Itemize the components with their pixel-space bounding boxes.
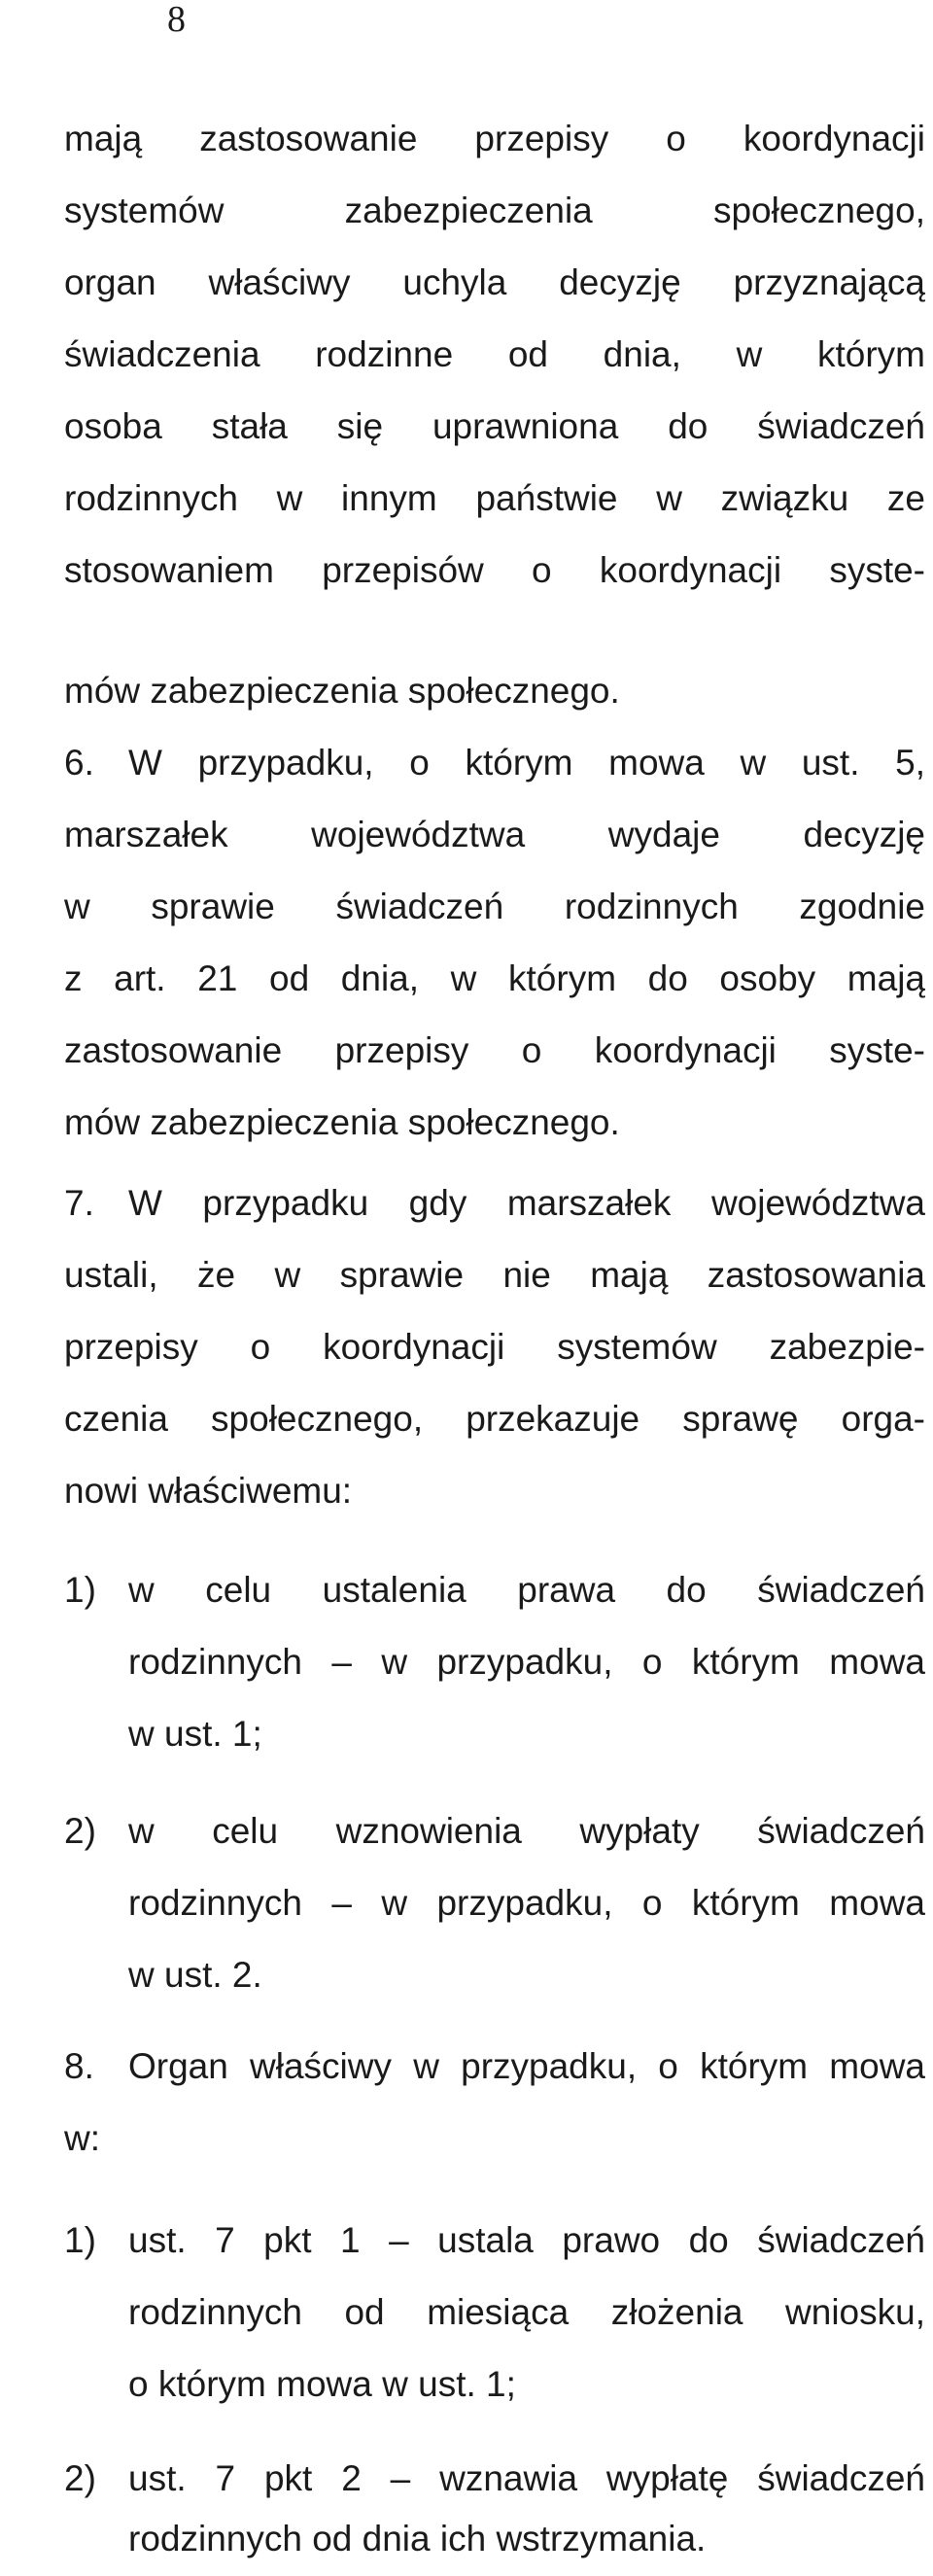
para6-line: w sprawie świadczeń rodzinnych zgodnie [64, 887, 925, 926]
para8-item1-line: ust. 7 pkt 1 – ustala prawo do świadczeń [128, 2220, 925, 2260]
para6-first-line: W przypadku, o którym mowa w ust. 5, [128, 743, 925, 783]
para5-line: rodzinnych w innym państwie w związku ze [64, 478, 925, 518]
para7-item1-line: w celu ustalenia prawa do świadczeń [128, 1570, 925, 1610]
para6-line: z art. 21 od dnia, w którym do osoby mają [64, 958, 925, 998]
para7-item2-line-last: w ust. 2. [128, 1955, 262, 1995]
para8-first-line: Organ właściwy w przypadku, o którym mowa [128, 2046, 925, 2086]
para7-item1-number: 1) [64, 1570, 96, 1610]
para5-line: systemów zabezpieczenia społecznego, [64, 191, 925, 230]
para7-item2-line: rodzinnych – w przypadku, o którym mowa [128, 1883, 925, 1923]
para8-item2-line-last: rodzinnych od dnia ich wstrzymania. [128, 2519, 707, 2559]
para8-item2-line: ust. 7 pkt 2 – wznawia wypłatę świadczeń [128, 2458, 925, 2498]
para8-item2-number: 2) [64, 2458, 96, 2498]
para7-item1-line: rodzinnych – w przypadku, o którym mowa [128, 1642, 925, 1682]
para8-number: 8. [64, 2046, 94, 2086]
para7-item1-line-last: w ust. 1; [128, 1714, 262, 1754]
para6-line: zastosowanie przepisy o koordynacji syste- [64, 1030, 925, 1070]
para5-line: mają zastosowanie przepisy o koordynacji [64, 119, 925, 158]
para7-line-last: nowi właściwemu: [64, 1471, 353, 1511]
page-number: 8 [167, 0, 186, 40]
para7-first-line: W przypadku gdy marszałek województwa [128, 1183, 925, 1223]
para7-line: przepisy o koordynacji systemów zabezpie- [64, 1327, 925, 1367]
para7-line: ustali, że w sprawie nie mają zastosowania [64, 1255, 925, 1295]
para7-number: 7. [64, 1183, 94, 1223]
para6-line: marszałek województwa wydaje decyzję [64, 815, 925, 854]
para8-item1-line-last: o którym mowa w ust. 1; [128, 2364, 516, 2404]
para5-line: osoba stała się uprawniona do świadczeń [64, 406, 925, 446]
para7-line: czenia społecznego, przekazuje sprawę orga- [64, 1399, 925, 1439]
para7-item2-line: w celu wznowienia wypłaty świadczeń [128, 1811, 925, 1851]
para8-item1-line: rodzinnych od miesiąca złożenia wniosku, [128, 2292, 925, 2332]
para7-item2-number: 2) [64, 1811, 96, 1851]
para5-line: świadczenia rodzinne od dnia, w którym [64, 334, 925, 374]
para6-line-last: mów zabezpieczenia społecznego. [64, 1102, 620, 1142]
para5-line-last: mów zabezpieczenia społecznego. [64, 671, 620, 711]
para6-number: 6. [64, 743, 94, 783]
para8-item1-number: 1) [64, 2220, 96, 2260]
para5-line: organ właściwy uchyla decyzję przyznającą [64, 262, 925, 302]
para8-line-last: w: [64, 2118, 100, 2158]
para5-line: stosowaniem przepisów o koordynacji syste- [64, 550, 925, 590]
